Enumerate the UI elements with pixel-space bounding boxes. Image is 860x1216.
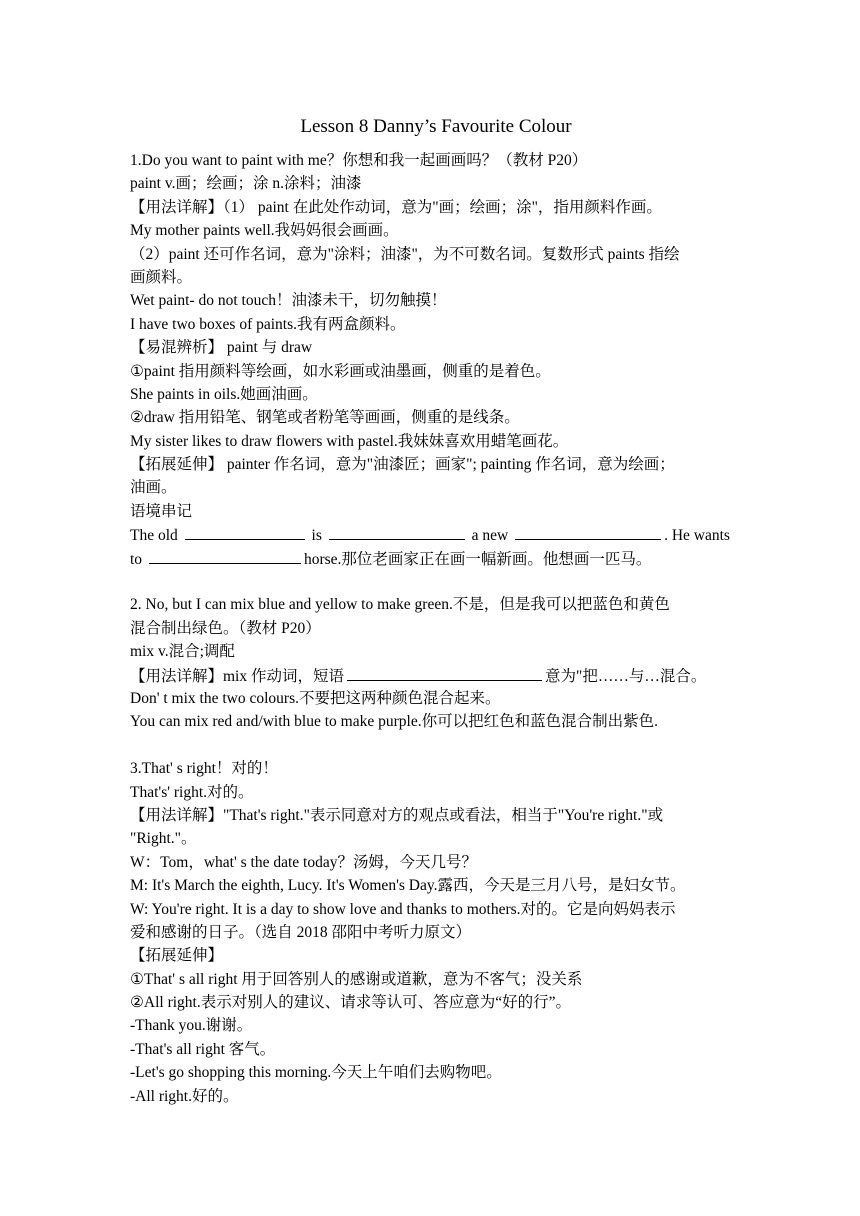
text-line: M: It's March the eighth, Lucy. It's Women's Day.露西，今天是三月八号，是妇女节。 xyxy=(130,877,686,895)
text-line: paint v.画；绘画；涂 n.涂料；油漆 xyxy=(130,175,362,193)
text-line: 【易混辨析】 paint 与 draw xyxy=(130,339,313,357)
text-line: 3.That' s right！对的！ xyxy=(130,760,278,778)
fill-text: 意为"把……与…混合。 xyxy=(545,667,707,685)
text-line: -Thank you.谢谢。 xyxy=(130,1017,253,1035)
answer-blank[interactable] xyxy=(515,523,661,540)
text-line: ②All right.表示对别人的建议、请求等认可、答应意为“好的行”。 xyxy=(130,994,571,1012)
fill-blank-line xyxy=(130,664,750,687)
text-line: 【用法详解】（1） paint 在此处作动词，意为"画；绘画；涂"，指用颜料作画。 xyxy=(130,198,662,216)
text-line: She paints in oils.她画油画。 xyxy=(130,385,318,403)
fill-blank-line xyxy=(130,547,750,570)
document-body xyxy=(130,149,750,1108)
text-line: 语境串记 xyxy=(130,502,193,520)
text-line: ②draw 指用铅笔、钢笔或者粉笔等画画，侧重的是线条。 xyxy=(130,409,520,427)
fill-text: The old xyxy=(130,527,178,545)
answer-blank[interactable] xyxy=(185,523,305,540)
text-line: "Right."。 xyxy=(130,830,197,848)
blank-line xyxy=(130,570,750,593)
fill-text: 【用法详解】mix 作动词，短语 xyxy=(130,667,344,685)
text-line: 【用法详解】"That's right."表示同意对方的观点或看法，相当于"You're right."或 xyxy=(130,806,664,824)
answer-blank[interactable] xyxy=(347,664,542,681)
fill-text: to xyxy=(130,550,143,568)
text-line: Don' t mix the two colours.不要把这两种颜色混合起来。 xyxy=(130,689,501,707)
text-line: 2. No, but I can mix blue and yellow to make green.不是，但是我可以把蓝色和黄色 xyxy=(130,596,670,614)
text-line: That's' right.对的。 xyxy=(130,783,254,801)
text-line: 画颜料。 xyxy=(130,268,193,286)
fill-text: a new xyxy=(471,527,509,545)
text-line: ①That' s all right 用于回答别人的感谢或道歉，意为不客气；没关系 xyxy=(130,970,583,988)
text-line: ①paint 指用颜料等绘画，如水彩画或油墨画，侧重的是着色。 xyxy=(130,362,551,380)
text-line: 【拓展延伸】 painter 作名词，意为"油漆匠；画家"; painting 作名词，意为绘画； xyxy=(130,456,675,474)
text-line: 油画。 xyxy=(130,479,177,497)
fill-text: is xyxy=(311,527,322,545)
text-line: -All right.好的。 xyxy=(130,1087,239,1105)
text-line: -Let's go shopping this morning.今天上午咱们去购物吧。 xyxy=(130,1064,502,1082)
text-line: （2）paint 还可作名词，意为"涂料；油漆"，为不可数名词。复数形式 paints 指绘 xyxy=(130,245,680,263)
text-line: Wet paint- do not touch！油漆未干，切勿触摸！ xyxy=(130,292,447,310)
text-line: 爱和感谢的日子。（选自 2018 邵阳中考听力原文） xyxy=(130,923,472,941)
fill-text: . He wants xyxy=(664,527,730,545)
text-line: You can mix red and/with blue to make purple.你可以把红色和蓝色混合制出紫色. xyxy=(130,713,658,731)
fill-text: horse.那位老画家正在画一幅新画。他想画一匹马。 xyxy=(303,550,652,568)
blank-line xyxy=(130,734,750,757)
text-line: My mother paints well.我妈妈很会画画。 xyxy=(130,222,399,240)
answer-blank[interactable] xyxy=(329,523,465,540)
text-line: mix v.混合;调配 xyxy=(130,643,235,661)
text-line: W: You're right. It is a day to show love and thanks to mothers.对的。它是向妈妈表示 xyxy=(130,900,676,918)
text-line: I have two boxes of paints.我有两盒颜料。 xyxy=(130,315,406,333)
fill-blank-line xyxy=(130,523,750,546)
text-line: -That's all right 客气。 xyxy=(130,1040,276,1058)
text-line: 混合制出绿色。（教材 P20） xyxy=(130,619,321,637)
text-line: W：Tom，what' s the date today？汤姆，今天几号？ xyxy=(130,853,477,871)
document-title: Lesson 8 Danny’s Favourite Colour xyxy=(300,116,572,137)
text-line: My sister likes to draw flowers with pastel.我妹妹喜欢用蜡笔画花。 xyxy=(130,432,569,450)
text-line: 1.Do you want to paint with me？你想和我一起画画吗？（教材 P20） xyxy=(130,152,588,169)
text-line: 【拓展延伸】 xyxy=(130,947,224,965)
answer-blank[interactable] xyxy=(149,547,301,564)
